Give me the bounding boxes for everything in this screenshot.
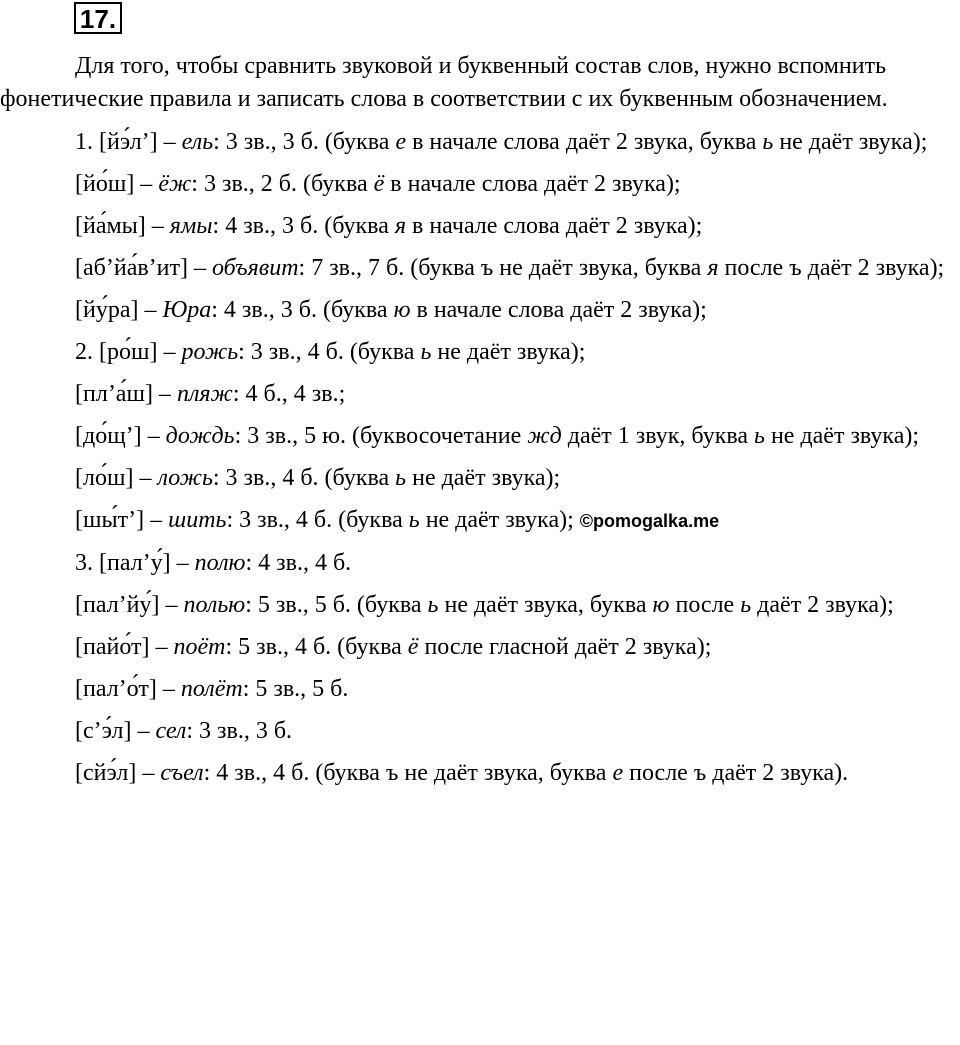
explanation-text: после ъ даёт 2 звука). xyxy=(623,760,849,786)
letter: ю xyxy=(652,592,670,618)
explanation-text: не даёт звука); xyxy=(431,339,586,365)
word: полёт xyxy=(180,676,243,702)
letter: ь xyxy=(427,592,439,618)
letter: я xyxy=(707,255,719,281)
transcription: [с’э́л] – xyxy=(75,718,156,744)
transcription: 1. [йэ́л’] – xyxy=(75,129,182,155)
answer-entry xyxy=(0,126,960,159)
explanation-text: : 7 зв., 7 б. (буква ъ не даёт звука, буква xyxy=(298,255,708,281)
word: Юра xyxy=(162,297,212,323)
transcription: [ло́ш] – xyxy=(75,465,158,491)
explanation-text: : 3 зв., 3 б. xyxy=(186,718,293,744)
explanation-text: в начале слова даёт 2 звука, буква xyxy=(406,129,763,155)
explanation-text: : 3 зв., 4 б. (буква xyxy=(212,465,396,491)
word: шить xyxy=(168,507,227,533)
explanation-text: даёт 2 звука); xyxy=(751,592,894,618)
transcription: [шы́т’] – xyxy=(75,507,169,533)
explanation-text: : 4 зв., 4 б. (буква ъ не даёт звука, буква xyxy=(203,760,613,786)
answer-entry xyxy=(0,252,960,285)
answer-entry xyxy=(0,210,960,243)
word: ложь xyxy=(157,465,213,491)
answer-entry xyxy=(0,631,960,664)
transcription: 2. [ро́ш] – xyxy=(75,339,182,365)
transcription: [йо́ш] – xyxy=(75,171,159,197)
letter: ь xyxy=(408,507,420,533)
transcription: [йа́мы] – xyxy=(75,213,170,239)
explanation-text: : 3 зв., 4 б. (буква xyxy=(226,507,409,533)
word: дождь xyxy=(165,423,235,449)
answer-entry xyxy=(0,589,960,622)
word: съел xyxy=(160,760,204,786)
explanation-text: не даёт звука); xyxy=(773,129,928,155)
answer-entry xyxy=(0,547,960,580)
transcription: [до́щ’] – xyxy=(75,423,166,449)
explanation-text: даёт 1 звук, буква xyxy=(561,423,755,449)
letter: жд xyxy=(527,423,562,449)
word: полью xyxy=(183,592,246,618)
explanation-text: в начале слова даёт 2 звука); xyxy=(406,213,703,239)
letter: ё xyxy=(373,171,385,197)
transcription: [йу́ра] – xyxy=(75,297,163,323)
answer-entry xyxy=(0,378,960,411)
answer-entry xyxy=(0,673,960,706)
explanation-text: в начале слова даёт 2 звука); xyxy=(384,171,681,197)
explanation-text: : 4 б., 4 зв.; xyxy=(232,381,346,407)
letter: ь xyxy=(395,465,407,491)
letter: е xyxy=(395,129,407,155)
transcription: [пал’йу́] – xyxy=(75,592,184,618)
explanation-text: : 5 зв., 4 б. (буква xyxy=(225,634,408,660)
explanation-text: : 5 зв., 5 б. xyxy=(242,676,349,702)
answer-entry xyxy=(0,420,960,453)
site-watermark: ©pomogalka.me xyxy=(579,511,720,531)
explanation-text: : 3 зв., 4 б. (буква xyxy=(238,339,421,365)
answer-entry xyxy=(0,715,960,748)
intro-paragraph: Для того, чтобы сравнить звуковой и буквенный состав слов, нужно вспомнить фонетические правила и записать слова в соответствии с их буквенным обозначением. xyxy=(0,53,888,112)
task-number-box: 17. xyxy=(74,2,122,34)
explanation-text: не даёт звука); xyxy=(406,465,561,491)
answer-entry xyxy=(0,757,960,790)
answer-entry xyxy=(0,168,960,201)
answer-entry xyxy=(0,462,960,495)
explanation-text: после xyxy=(669,592,741,618)
word: полю xyxy=(194,550,246,576)
transcription: [сйэ́л] – xyxy=(75,760,161,786)
word: объявит xyxy=(212,255,299,281)
explanation-text: : 4 зв., 3 б. (буква xyxy=(211,297,394,323)
letter: ь xyxy=(762,129,774,155)
word: сел xyxy=(155,718,187,744)
explanation-text: : 3 зв., 2 б. (буква xyxy=(191,171,374,197)
explanation-text: : 4 зв., 3 б. (буква xyxy=(212,213,395,239)
document-body xyxy=(0,50,960,799)
letter: е xyxy=(612,760,624,786)
word: рожь xyxy=(181,339,239,365)
word: ямы xyxy=(169,213,213,239)
explanation-text: после ъ даёт 2 звука); xyxy=(718,255,945,281)
letter: ё xyxy=(407,634,419,660)
letter: ь xyxy=(754,423,765,449)
word: пляж xyxy=(176,381,233,407)
explanation-text: после гласной даёт 2 звука); xyxy=(418,634,712,660)
explanation-text: : 4 зв., 4 б. xyxy=(245,550,352,576)
explanation-text: не даёт звука); xyxy=(419,507,580,533)
answer-entry xyxy=(0,294,960,327)
word: поёт xyxy=(173,634,226,660)
transcription: [пайо́т] – xyxy=(75,634,174,660)
explanation-text: : 5 зв., 5 б. (буква xyxy=(245,592,428,618)
transcription: [пл’а́ш] – xyxy=(75,381,177,407)
explanation-text: не даёт звука, буква xyxy=(438,592,653,618)
explanation-text: в начале слова даёт 2 звука); xyxy=(410,297,707,323)
explanation-text: не даёт звука); xyxy=(764,423,920,449)
explanation-text: : 3 зв., 3 б. (буква xyxy=(213,129,396,155)
transcription: [аб’йа́в’ит] – xyxy=(75,255,212,281)
letter: ь xyxy=(420,339,432,365)
word: ёж xyxy=(158,171,192,197)
explanation-text: : 3 зв., 5 ю. (буквосочетание xyxy=(234,423,528,449)
word: ель xyxy=(181,129,214,155)
letter: ь xyxy=(740,592,752,618)
answer-entry xyxy=(0,336,960,369)
transcription: [пал’о́т] – xyxy=(75,676,181,702)
letter: ю xyxy=(393,297,411,323)
letter: я xyxy=(394,213,406,239)
answer-entry xyxy=(0,504,960,538)
transcription: 3. [пал’у́] – xyxy=(75,550,195,576)
